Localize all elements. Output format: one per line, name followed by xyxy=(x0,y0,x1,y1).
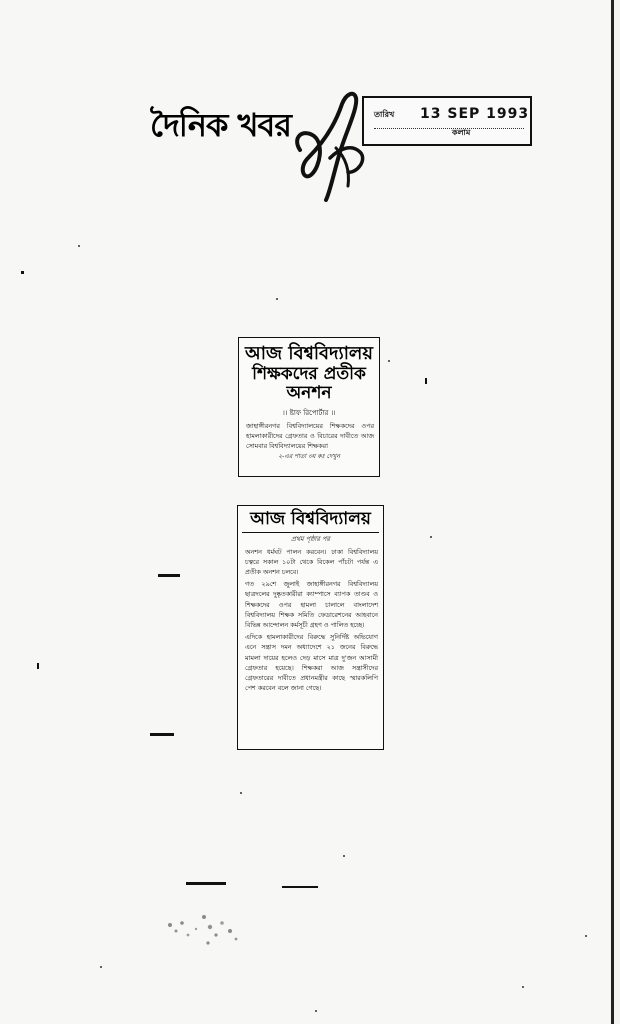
clipping-1-continued-note: ২-এর পাতা ৩য় কঃ দেখুন xyxy=(278,453,340,461)
scan-mark xyxy=(186,882,226,885)
scan-mark xyxy=(150,733,174,736)
scan-speck xyxy=(315,1010,317,1012)
scan-speck xyxy=(522,986,524,988)
clipping-2-subhead: প্রথম পৃষ্ঠার পর xyxy=(291,534,330,543)
clipping-2-paragraph-2: গত ২৯শে জুলাই জাহাঙ্গীরনগর বিশ্ববিদ্যালয় ছাত্রদলের দুষ্কৃতকারীরা ক্যাম্পাসে ব্যাপক তাণ্ডব ও শিক্ষকদের ওপর হামলা চালালে বাংলাদেশ বিশ্ববিদ্যালয় শিক্ষক সমিতি ফেডারেশনের আহবানে বিভিন্ন আন্দোলন কর্মসূচী গ্রহণ ও পালিত হচ্ছে। xyxy=(245,580,378,629)
scan-speck xyxy=(240,792,242,794)
scan-speck xyxy=(78,245,80,247)
scan-mark xyxy=(21,271,24,274)
scan-speck xyxy=(388,360,390,362)
scan-mark xyxy=(37,663,39,669)
clipping-1-body: জাহাঙ্গীরনগর বিশ্ববিদ্যালয়ের শিক্ষকদের ওপর হামলাকারীদের গ্রেফতার ও বিচারের দাবীতে আজ সোমবার বিশ্ববিদ্যালয়ের শিক্ষকরা xyxy=(246,421,374,451)
stamp-date-label: তারিখ xyxy=(374,110,395,119)
scan-speck xyxy=(430,536,432,538)
scan-mark xyxy=(425,378,427,384)
clipping-1-byline: ।। ষ্টাফ রিপোর্টার ।। xyxy=(282,408,336,417)
news-clipping-continuation xyxy=(237,505,384,750)
stamp-date-value: 13 SEP 1993 xyxy=(420,106,530,122)
newspaper-masthead: দৈনিক খবর xyxy=(150,106,291,144)
scan-speck xyxy=(100,966,102,968)
scan-speck xyxy=(343,855,345,857)
page-edge xyxy=(611,0,614,1024)
clipping-1-headline-line-3: অনশন xyxy=(286,383,332,404)
date-stamp xyxy=(362,96,532,146)
stamp-dotted-line xyxy=(374,128,524,129)
stamp-column-label: কলাম xyxy=(452,128,471,137)
clipping-1-headline-line-1: আজ বিশ্ববিদ্যালয় xyxy=(245,343,373,364)
clipping-2-paragraph-1: অনশন ধর্মঘট পালন করবেন। ঢাকা বিশ্ববিদ্যালয় চত্বরে সকাল ১০টা থেকে বিকেল পাঁচটা পর্যন্ত এ প্রতীক অনশন চলবে। xyxy=(245,547,378,576)
clipping-1-headline-line-2: শিক্ষকদের প্রতীক xyxy=(252,363,366,384)
ink-smudge xyxy=(160,905,244,951)
news-clipping-front xyxy=(238,337,380,477)
clipping-2-paragraph-3: এদিকে হামলাকারীদের বিরুদ্ধে সুনির্দিষ্ট অভিযোগ এনে সন্ত্রাস দমন অধ্যাদেশে ২১ জনের বিরুদ্ধে মামলা দায়ের হলেও দেড় মাসে মাত্র দু'জন আসামী গ্রেফতার হয়েছে। শিক্ষকরা আজ সন্ত্রাসীদের গ্রেফতারের দাবীতে প্রধানমন্ত্রীর কাছে স্মারকলিপি পেশ করবেন বলে জানা গেছে। xyxy=(245,633,378,693)
scan-speck xyxy=(276,298,278,300)
scan-speck xyxy=(585,935,587,937)
scan-mark xyxy=(282,886,318,888)
clipping-2-headline: আজ বিশ্ববিদ্যালয় xyxy=(242,510,379,533)
scan-mark xyxy=(158,574,180,577)
